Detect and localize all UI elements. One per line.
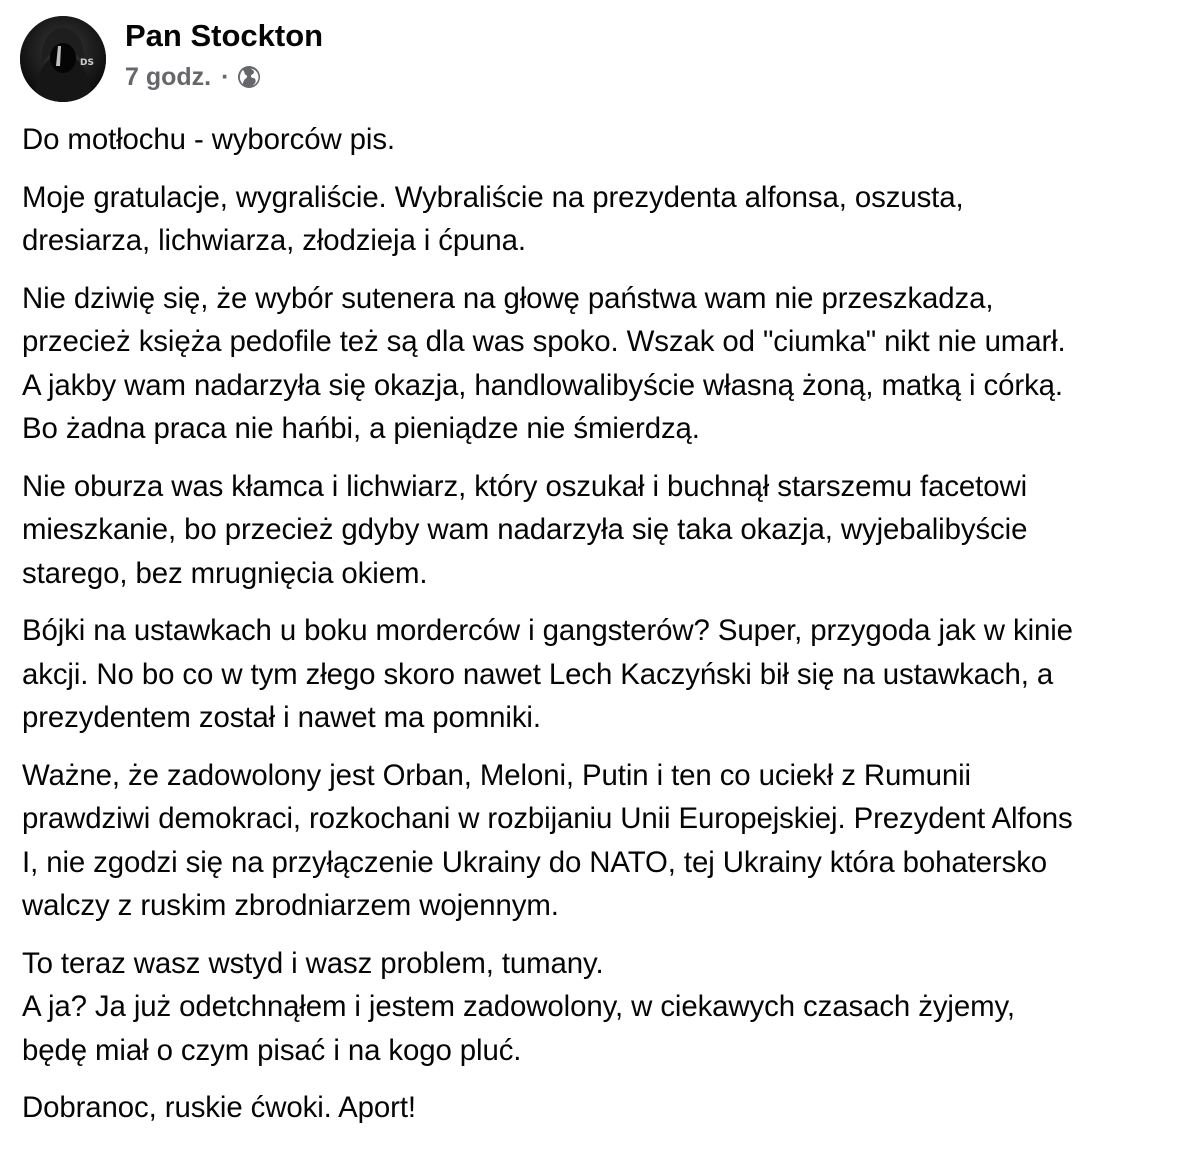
post-text-line: dresiarza, lichwiarza, złodzieja i ćpuna. bbox=[22, 224, 526, 257]
post-paragraph bbox=[22, 754, 1192, 928]
post-text-line: Bo żadna praca nie hańbi, a pieniądze nie śmierdzą. bbox=[22, 412, 700, 445]
post-text-line: Dobranoc, ruskie ćwoki. Aport! bbox=[22, 1091, 416, 1124]
post-paragraph bbox=[22, 465, 1192, 596]
post-text-line: I, nie zgodzi się na przyłączenie Ukrainy do NATO, tej Ukrainy która bohatersko bbox=[22, 845, 1048, 879]
post-text-line: będę miał o czym pisać i na kogo pluć. bbox=[22, 1033, 522, 1067]
post-paragraph bbox=[22, 609, 1192, 740]
post-text-line: walczy z ruskim zbrodniarzem wojennym. bbox=[22, 889, 559, 922]
post-text-line: To teraz wasz wstyd i wasz problem, tumany. bbox=[22, 946, 604, 980]
author-name[interactable]: Pan Stockton bbox=[125, 18, 324, 53]
post-paragraph bbox=[22, 277, 1192, 451]
globe-icon[interactable] bbox=[237, 65, 261, 89]
post-text-line: Nie dziwię się, że wybór sutenera na głowę państwa wam nie przeszkadza, bbox=[22, 281, 994, 315]
post-text-line: przecież księża pedofile też są dla was spoko. Wszak od "ciumka" nikt nie umarł. bbox=[22, 325, 1066, 358]
post-paragraph bbox=[22, 942, 1192, 1073]
meta-separator: · bbox=[221, 63, 230, 91]
post-text-line: prezydentem został i nawet ma pomniki. bbox=[22, 701, 541, 734]
post-text-line: Nie oburza was kłamca i lichwiarz, który oszukał i buchnął starszemu facetowi bbox=[22, 469, 1028, 503]
post-paragraph bbox=[22, 118, 1192, 162]
post-text-line: Do motłochu - wyborców pis. bbox=[22, 123, 395, 156]
post-text-line: Moje gratulacje, wygraliście. Wybraliście na prezydenta alfonsa, oszusta, bbox=[22, 180, 964, 214]
post-text-line: A ja? Ja już odetchnąłem i jestem zadowolony, w ciekawych czasach żyjemy, bbox=[22, 990, 1015, 1023]
post-text bbox=[22, 118, 1192, 1144]
post-paragraph bbox=[22, 1086, 1192, 1130]
avatar[interactable] bbox=[20, 16, 106, 102]
post-timestamp[interactable]: 7 godz. bbox=[125, 63, 212, 91]
post-text-line: prawdziwi demokraci, rozkochani w rozbijaniu Unii Europejskiej. Prezydent Alfons bbox=[22, 802, 1073, 835]
post-text-line: starego, bez mrugnięcia okiem. bbox=[22, 556, 428, 590]
post-text-line: Bójki na ustawkach u boku morderców i gangsterów? Super, przygoda jak w kinie bbox=[22, 614, 1073, 647]
post-text-line: Ważne, że zadowolony jest Orban, Meloni, Putin i ten co uciekł z Rumunii bbox=[22, 758, 971, 792]
hooded-figure-avatar-icon bbox=[20, 16, 106, 102]
author-block bbox=[125, 16, 323, 92]
post-header bbox=[20, 16, 323, 104]
post-paragraph bbox=[22, 176, 1192, 263]
post-text-line: mieszkanie, bo przecież gdyby wam nadarzyła się taka okazja, wyjebalibyście bbox=[22, 513, 1028, 546]
avatar-badge-text: DS bbox=[80, 58, 94, 68]
post-meta bbox=[125, 62, 323, 92]
post-text-line: A jakby wam nadarzyła się okazja, handlowalibyście własną żoną, matką i córką. bbox=[22, 368, 1063, 402]
post-text-line: akcji. No bo co w tym złego skoro nawet Lech Kaczyński bił się na ustawkach, a bbox=[22, 657, 1054, 691]
